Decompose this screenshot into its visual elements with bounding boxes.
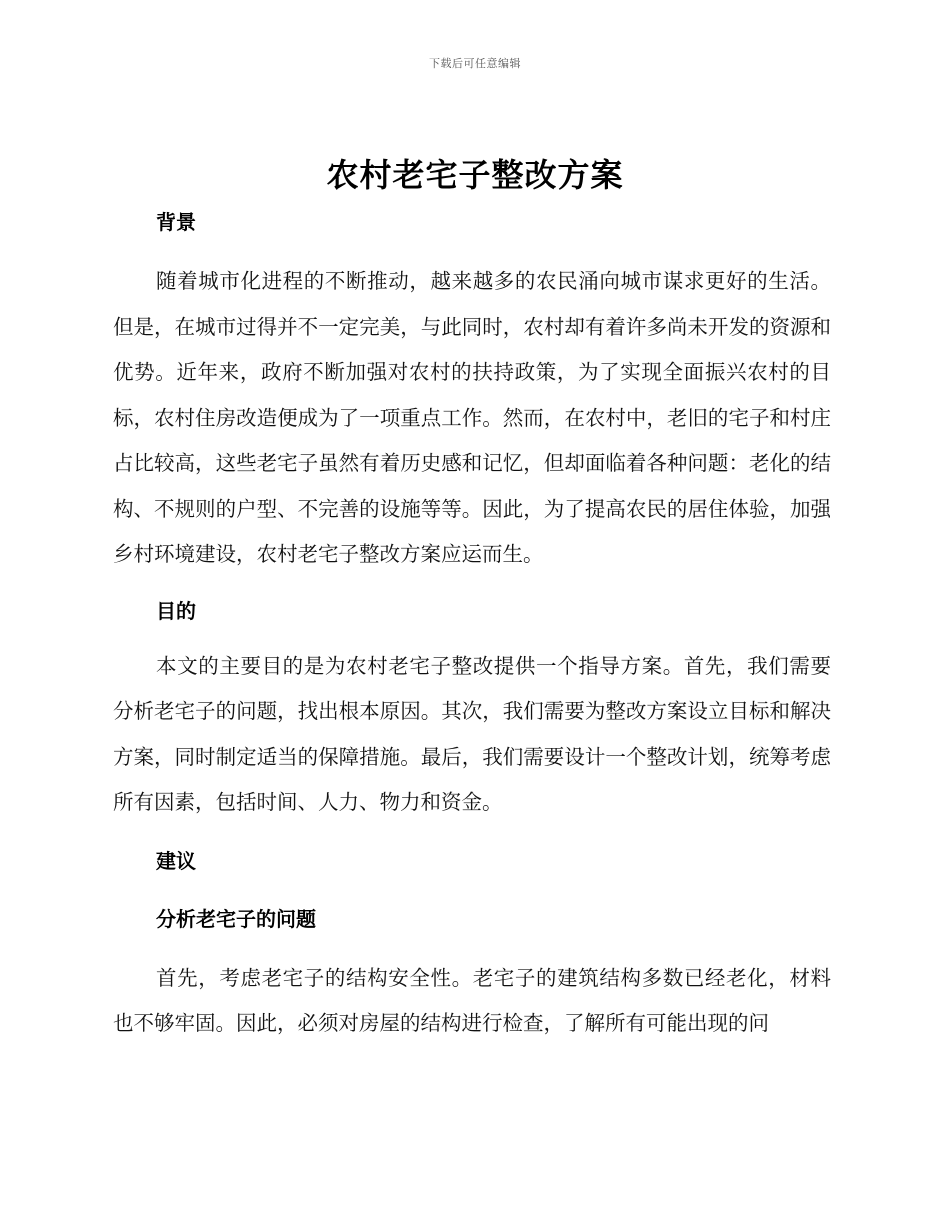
document-body [113, 203, 831, 1047]
header-note: 下载后可任意编辑 [429, 57, 521, 70]
section-heading-background: 背景 [156, 210, 196, 234]
section-heading-suggestion: 建议 [156, 848, 196, 873]
paragraph-goal: 本文的主要目的是为农村老宅子整改提供一个指导方案。首先，我们需要分析老宅子的问题，找出根本原因。其次，我们需要为整改方案设立目标和解决方案，同时制定适当的保障措施。最后，我们需要设计一个整改计划，统筹考虑所有因素，包括时间、人力、物力和资金。 [113, 653, 831, 814]
document-title: 农村老宅子整改方案 [326, 156, 624, 194]
section-heading-goal: 目的 [156, 598, 196, 623]
paragraph-background: 随着城市化进程的不断推动，越来越多的农民涌向城市谋求更好的生活。但是，在城市过得并不一定完美，与此同时，农村却有着许多尚未开发的资源和优势。近年来，政府不断加强对农村的扶持政策，为了实现全面振兴农村的目标，农村住房改造便成为了一项重点工作。然而，在农村中，老旧的宅子和村庄占比较高，这些老宅子虽然有着历史感和记忆，但却面临着各种问题：老化的结构、不规则的户型、不完善的设施等等。因此，为了提高农民的居住体验，加强乡村环境建设，农村老宅子整改方案应运而生。 [113, 269, 831, 566]
subsection-heading-analysis: 分析老宅子的问题 [156, 906, 316, 931]
paragraph-analysis: 首先，考虑老宅子的结构安全性。老宅子的建筑结构多数已经老化，材料也不够牢固。因此，必须对房屋的结构进行检查，了解所有可能出现的问 [113, 965, 831, 1035]
